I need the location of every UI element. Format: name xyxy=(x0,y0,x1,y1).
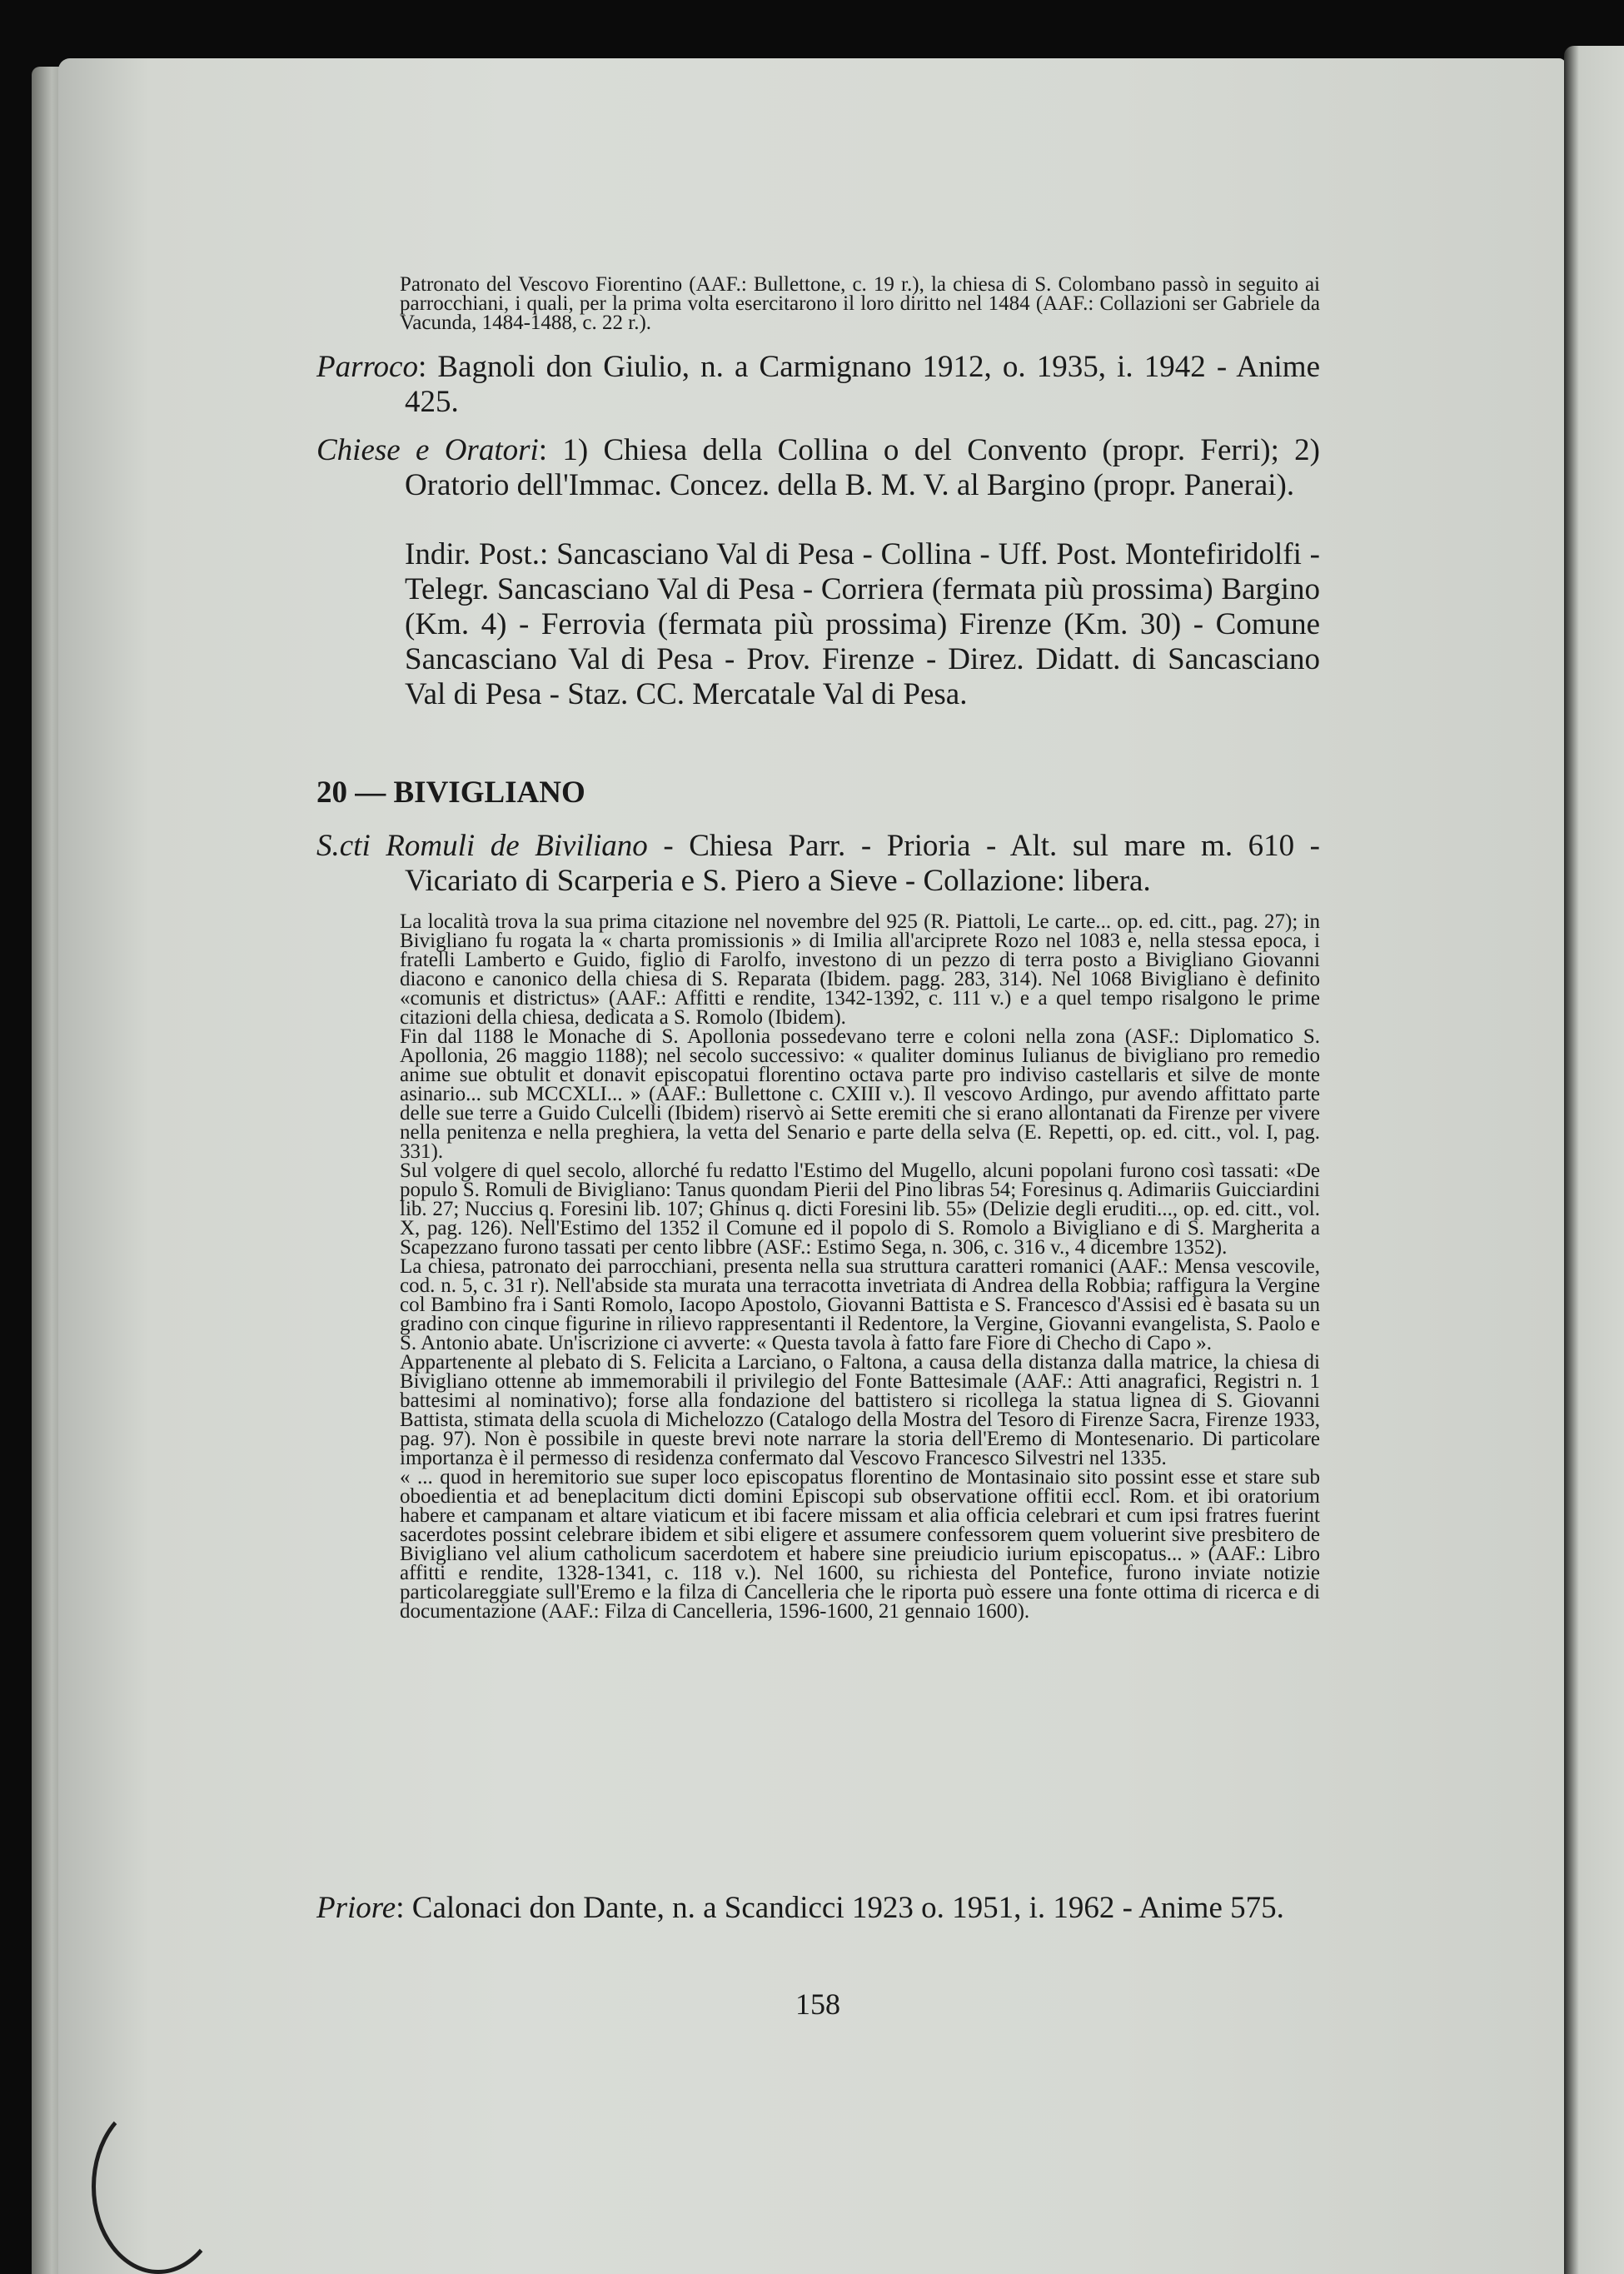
priore-entry xyxy=(316,1891,1320,1926)
priore-label: Priore xyxy=(316,1891,396,1925)
section-heading xyxy=(316,775,1320,810)
page-number: 158 xyxy=(795,1987,840,2021)
next-page-edge xyxy=(1564,46,1624,2274)
church-text: - Chiesa Parr. - Prioria - Alt. sul mare m. 610 - Vicariato di Scarperia e S. Piero a Sieve - Collazione: libera. xyxy=(405,829,1320,898)
parroco-text: : Bagnoli don Giulio, n. a Carmignano 1912, o. 1935, i. 1942 - Anime 425. xyxy=(405,350,1320,419)
address-block xyxy=(316,537,1320,712)
history-note-3: Sul volgere di quel secolo, allorché fu redatto l'Estimo del Mugello, alcuni popolani furono così tassati: «De populo S. Romuli de Bivigliano: Tanus quondam Pierii del Pino libras 54; Foresinus q. Adimariis Guicciardini lib. 27; Nuccius q. Foresini lib. 107; Ghinus q. dicti Foresini lib. 55» (Delizie degli eruditi..., op. ed. citt., vol. X, pag. 126). Nell'Estimo del 1352 il Comune ed il popolo di S. Romolo a Bivigliano e di S. Margherita a Scapezzano furono tassati per cento libbre (ASF.: Estimo Sega, n. 306, c. 316 v., 4 dicembre 1352). xyxy=(400,1159,1320,1259)
patronage-note xyxy=(316,275,1320,332)
history-note-1: La località trova la sua prima citazione nel novembre del 925 (R. Piattoli, Le carte... op. ed. citt., pag. 27); in Bivigliano fu rogata la « charta promissionis » di Imilia all'arciprete Rozo nel 1083 e, nella stessa epoca, i fratelli Lamberto e Guido, figlio di Farolfo, investono di un pezzo di terra posto a Bivigliano Giovanni diacono e canonico della chiesa di S. Reparata (Ibidem. pagg. 283, 314). Nel 1068 Bivigliano è definito «comunis et districtus» (AAF.: Affitti e rendite, 1342-1392, c. 111 v.) e a quel tempo risalgono le prime citazioni della chiesa, dedicata a S. Romolo (Ibidem). xyxy=(400,910,1320,1029)
address-text: Indir. Post.: Sancasciano Val di Pesa - Collina - Uff. Post. Montefiridolfi - Telegr. Sancasciano Val di Pesa - Corriera (fermata più prossima) Bargino (Km. 4) - Ferrovia (fermata più prossima) Firenze (Km. 30) - Comune Sancasciano Val di Pesa - Prov. Firenze - Direz. Didatt. di Sancasciano Val di Pesa - Staz. CC. Mercatale Val di Pesa. xyxy=(405,537,1320,711)
section-title: 20 — BIVIGLIANO xyxy=(316,775,585,810)
history-note-6: « ... quod in heremitorio sue super loco episcopatus florentino de Montasinaio sito possint esse et stare sub oboedientia et ad beneplacitum dicti domini Episcopi sub observatione offitii eccl. Rom. et ibi oratorium habere et campanam et altare viaticum et ibi facere missam et alia officia celebrari et cum ipsi fratres fuerint sacerdotes possint celebrare ibidem et sibi eligere et assumere confessorem quem voluerint sive presbitero de Bivigliano vel alium catholicum sacerdotem et habere sine preiudicio iurium episcopatus... » (AAF.: Libro affitti e rendite, 1328-1341, c. 118 v.). Nel 1600, su richiesta del Pontefice, furono inviate notizie particolareggiate sull'Eremo e la filza di Cancelleria che le riporta può essere una fonte ottima di ricerca e di documentazione (AAF.: Filza di Cancelleria, 1596-1600, 21 gennaio 1600). xyxy=(400,1466,1320,1623)
church-label: S.cti Romuli de Biviliano xyxy=(316,829,648,863)
church-entry xyxy=(316,829,1320,899)
history-note-4: La chiesa, patronato dei parrocchiani, presenta nella sua struttura caratteri romanici (AAF.: Mensa vescovile, cod. n. 5, c. 31 r). Nell'abside sta murata una terracotta invetriata di Andrea della Robbia; raffigura la Vergine col Bambino fra i Santi Romolo, Iacopo Apostolo, Giovanni Battista e S. Francesco d'Assisi ed è basata su un gradino con cinque figurine in rilievo rappresentanti il Redentore, la Vergine, Giovanni evangelista, S. Paolo e S. Antonio abate. Un'iscrizione ci avverte: « Questa tavola à fatto fare Fiore di Checho di Capo ». xyxy=(400,1255,1320,1354)
chiese-text: : 1) Chiesa della Collina o del Convento (propr. Ferri); 2) Oratorio dell'Immac. Concez. della B. M. V. al Bargino (propr. Panerai). xyxy=(405,433,1321,502)
history-notes xyxy=(316,912,1320,1621)
patronage-note-text: Patronato del Vescovo Fiorentino (AAF.: Bullettone, c. 19 r.), la chiesa di S. Colombano passò in seguito ai parrocchiani, i quali, per la prima volta esercitarono il loro diritto nel 1484 (AAF.: Collazioni ser Gabriele da Vacunda, 1484-1488, c. 22 r.). xyxy=(400,273,1320,334)
parroco-label: Parroco xyxy=(316,350,418,384)
history-note-5: Appartenente al plebato di S. Felicita a Larciano, o Faltona, a causa della distanza dalla matrice, la chiesa di Bivigliano ottenne ab immemorabili il privilegio del Fonte Battesimale (AAF.: Atti anagrafici, Registri n. 1 battesimi al nominativo); forse alla fondazione del battistero si ricollega la statua lignea di S. Giovanni Battista, stimata della scuola di Michelozzo (Catalogo della Mostra del Tesoro di Firenze Sacra, Firenze 1933, pag. 97). Non è possibile in queste brevi note narrare la storia dell'Eremo di Montesenario. Di particolare importanza è il permesso di residenza confermato dal Vescovo Francesco Silvestri nel 1335. xyxy=(400,1351,1320,1469)
chiese-entry xyxy=(316,433,1320,503)
history-note-2: Fin dal 1188 le Monache di S. Apollonia possedevano terre e coloni nella zona (ASF.: Diplomatico S. Apollonia, 26 maggio 1188); nel secolo successivo: « qualiter dominus Iulianus de biviglianο pro remedio anime sue obtulit et donavit episcopatui florentino octava parte pro indiviso castellaris et silve de monte asinario... sub MCCXLI... » (AAF.: Bullettone c. CXIII v.). Il vescovo Ardingo, pur avendo affittato parte delle sue terre a Guido Culcelli (Ibidem) riservò ai Sette eremiti che si erano allontanati da Firenze per vivere nella penitenza e nella preghiera, la vetta del Senario e parte della selva (E. Repetti, op. ed. citt., vol. I, pag. 331). xyxy=(400,1025,1320,1163)
priore-text: : Calonaci don Dante, n. a Scandicci 1923 o. 1951, i. 1962 - Anime 575. xyxy=(396,1891,1284,1925)
parroco-entry xyxy=(316,350,1320,420)
bookmark-string xyxy=(92,2099,225,2274)
chiese-label: Chiese e Oratori xyxy=(316,433,539,467)
